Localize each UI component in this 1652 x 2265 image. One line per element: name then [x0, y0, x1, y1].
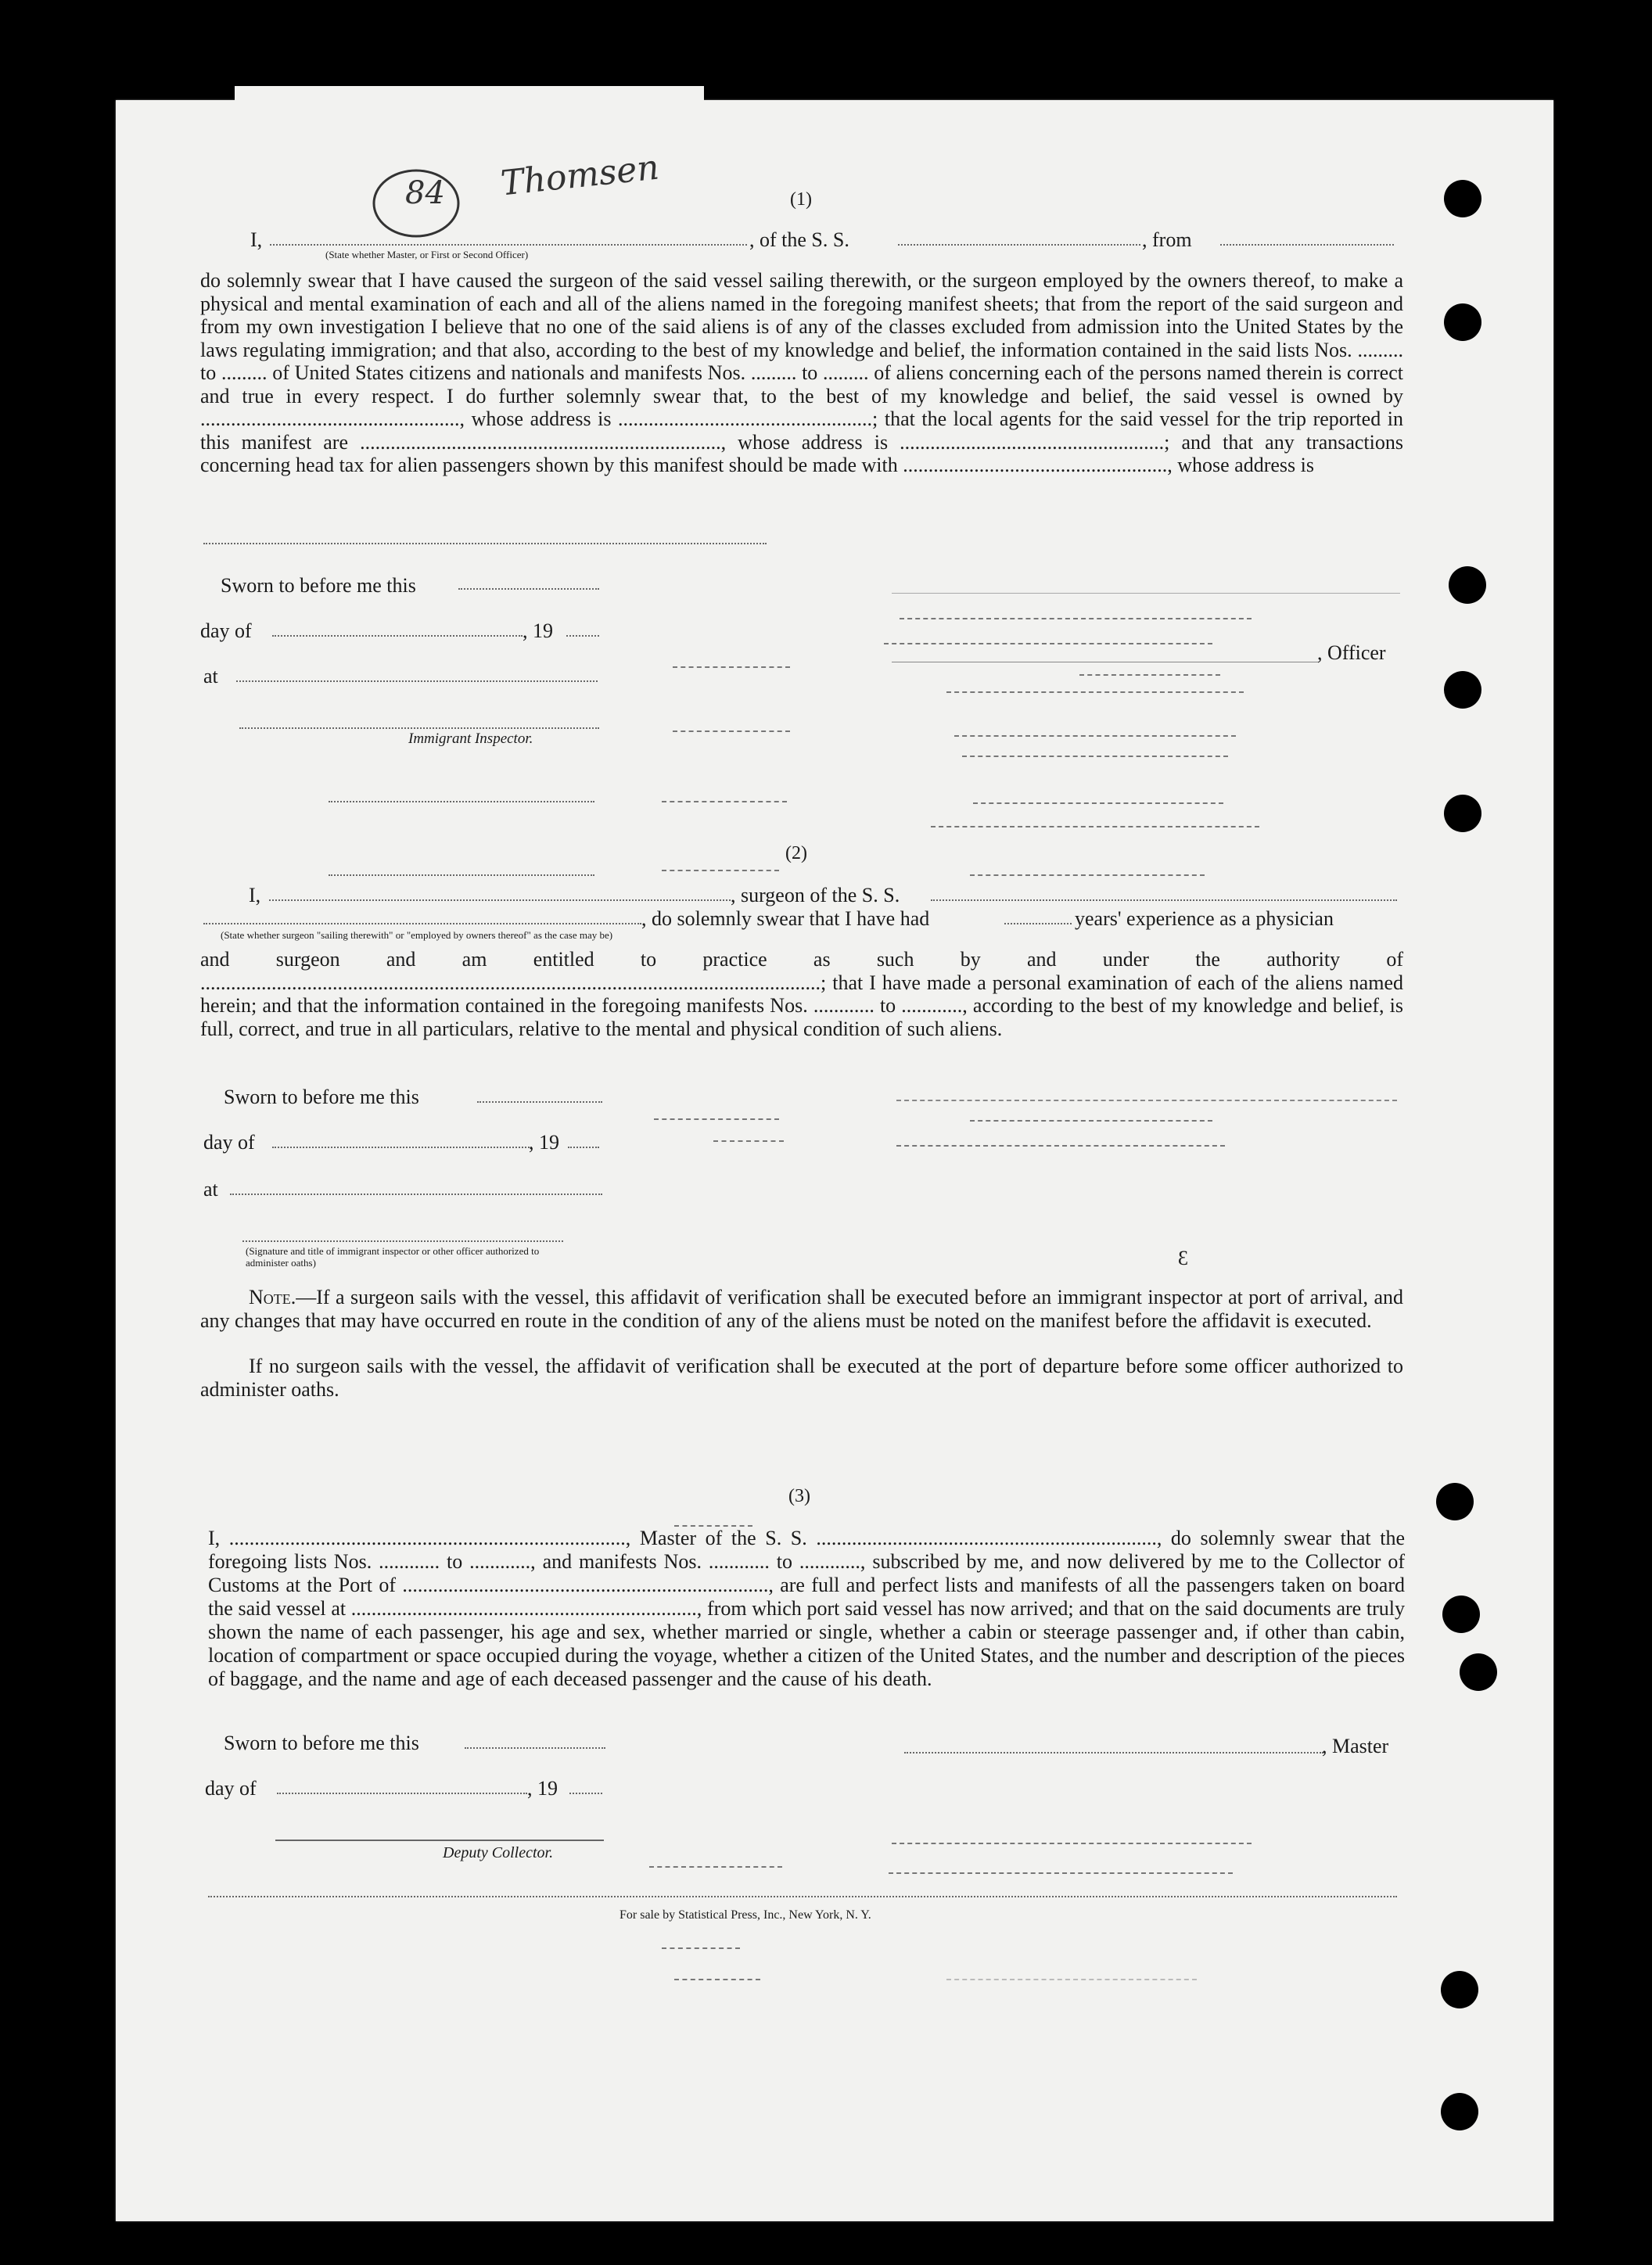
- s1-day-field[interactable]: [272, 635, 523, 637]
- s1-mark: [329, 801, 594, 802]
- s1-officer-hint: (State whether Master, or First or Second Officer): [325, 249, 529, 260]
- s3-master-sig-field[interactable]: [904, 1752, 1323, 1753]
- s1-mark: [973, 802, 1223, 804]
- punch-hole: [1449, 566, 1486, 604]
- s1-mark: [662, 801, 787, 802]
- s3-day-field[interactable]: [277, 1793, 527, 1794]
- s2-note-1: [200, 1286, 1403, 1332]
- s2-note-2: If no surgeon sails with the vessel, the affidavit of verification shall be executed at the port of departure before some officer authorized to administer oaths.: [200, 1355, 1403, 1401]
- s3-year-field[interactable]: [569, 1793, 602, 1794]
- s3-day-of-label: day of: [205, 1777, 257, 1800]
- s3-deputy-label: Deputy Collector.: [443, 1844, 554, 1861]
- s1-mark: [946, 691, 1244, 693]
- s2-signature-hint: (Signature and title of immigrant inspector or other officer authorized to administer oaths): [246, 1245, 540, 1269]
- s2-mark: [654, 1118, 779, 1120]
- s2-mark: [713, 1140, 784, 1142]
- s2-sig-line: [896, 1100, 1397, 1101]
- s1-from-field[interactable]: [1220, 244, 1394, 246]
- footer-imprint: For sale by Statistical Press, Inc., New York, N. Y.: [620, 1908, 871, 1922]
- s1-from: , from: [1142, 228, 1192, 251]
- s1-at-label: at: [203, 665, 218, 687]
- punch-hole: [1441, 2093, 1478, 2130]
- s2-note-1-text: —If a surgeon sails with the vessel, this affidavit of verification shall be executed before an immigrant inspector at port of arrival, and any changes that may have occurred en route in the condition of any of the aliens must be noted on the manifest before the affidavit is executed.: [200, 1286, 1403, 1332]
- s2-year-field[interactable]: [568, 1147, 599, 1148]
- s1-mark: [900, 618, 1252, 619]
- s1-mark: [931, 826, 1259, 827]
- punch-hole: [1444, 671, 1481, 709]
- s2-year-label: , 19: [529, 1131, 559, 1154]
- s2-surgeon-of: , surgeon of the S. S.: [731, 884, 900, 906]
- s2-mark: [970, 1120, 1212, 1122]
- s3-master-label: , Master: [1322, 1735, 1389, 1757]
- s2-at-field[interactable]: [230, 1194, 602, 1195]
- s3-deputy-sig-line: [275, 1840, 604, 1841]
- s3-bottom-rule: [208, 1896, 1397, 1897]
- punch-hole: [1442, 1596, 1480, 1633]
- s1-sworn-field[interactable]: [458, 588, 599, 590]
- s2-note-label: Note.: [249, 1286, 296, 1308]
- punch-hole: [1444, 180, 1481, 217]
- s2-sworn-label: Sworn to before me this: [224, 1086, 419, 1108]
- s1-inspector-label: Immigrant Inspector.: [408, 730, 533, 747]
- s3-mark: [892, 1843, 1252, 1844]
- section-2-heading: (2): [785, 843, 807, 863]
- s2-signature-field[interactable]: [242, 1240, 563, 1242]
- s1-mark: [954, 735, 1236, 737]
- s1-mark: [1079, 674, 1220, 676]
- s2-sworn-field[interactable]: [477, 1101, 602, 1103]
- s2-surgeon-type-field[interactable]: [203, 923, 641, 924]
- paper-tab: [235, 86, 704, 109]
- s1-officer-label: , Officer: [1317, 641, 1386, 664]
- s1-i-label: I,: [250, 228, 263, 251]
- bleed-mark: [674, 1979, 760, 1980]
- s1-officer-sig-line-1: [892, 593, 1400, 594]
- punch-hole: [1444, 303, 1481, 341]
- s3-mark: [889, 1872, 1233, 1874]
- bleed-mark: [662, 1947, 740, 1949]
- s3-sworn-field[interactable]: [465, 1747, 605, 1749]
- s2-i-label: I,: [249, 884, 261, 906]
- s2-swear: , do solemnly swear that I have had: [641, 907, 930, 930]
- s1-of-the-ss: , of the S. S.: [749, 228, 849, 251]
- punch-hole: [1460, 1653, 1497, 1691]
- s1-year-label: , 19: [523, 619, 553, 642]
- s2-ship-field[interactable]: [931, 899, 1397, 901]
- s2-mark: [896, 1145, 1225, 1147]
- s3-oath-text: I, .............................................................................., Master of the S. S. ..................................................................., do solemnly swear that the foregoing lists Nos. ............ to ............, and manifests Nos. ............ to ............, subscribed by me, and now delivered by me to the Collector of Customs at the Port of ........................................................................, are full and perfect lists and manifests of all the passengers taken on board the said vessel at ...................................................................., from which port said vessel has now arrived; and that on the said documents are truly shown the name of each passenger, his age and sex, whether married or single, whether a cabin or steerage passenger and, if other than cabin, location of compartment or space occupied during the voyage, whether a citizen of the United States, and the number and description of the pieces of baggage, and the name and age of each deceased passenger and the cause of his death.: [208, 1527, 1405, 1690]
- s3-mark: [649, 1866, 782, 1868]
- section-3-heading: (3): [788, 1486, 810, 1506]
- s2-surgeon-hint: (State whether surgeon "sailing therewith" or "employed by owners thereof" as the case may be): [221, 929, 613, 941]
- s1-day-of-label: day of: [200, 619, 252, 642]
- s3-sworn-label: Sworn to before me this: [224, 1732, 419, 1754]
- s2-mark: [329, 874, 594, 876]
- s2-at-label: at: [203, 1178, 218, 1201]
- s2-oath-text: and surgeon and am entitled to practice as such by and under the authority of ..........................................................................................................................; that I have made a personal examination of each of the aliens named herein; and that the information contained in the foregoing manifests Nos. ............ to ............, according to the best of my knowledge and belief, is full, correct, and true in all particulars, relative to the mental and physical condition of such aliens.: [200, 948, 1403, 1040]
- s2-mark: [970, 874, 1205, 876]
- s1-oath-text: do solemnly swear that I have caused the surgeon of the said vessel sailing therewith, or the surgeon employed by the owners thereof, to make a physical and mental examination of each and all of the aliens named in the foregoing manifest sheets; that from the report of the said surgeon and from my own investigation I believe that no one of the said aliens is of any of the classes excluded from admission into the United States by the laws regulating immigration; and that also, according to the best of my knowledge and belief, the information contained in the said lists Nos. ......... to ......... of United States citizens and nationals and manifests Nos. ......... to ......... of aliens concerning each of the persons named therein is correct and true in every respect. I do further solemnly swear that, to the best of my knowledge and belief, the said vessel is owned by ..................................................., whose address is ..................................................; that the local agents for the said vessel for the trip reported in this manifest are ......................................................................., whose address is ....................................................; and that any transactions concerning head tax for alien passengers shown by this manifest should be made with ...................................................., whose address is: [200, 269, 1403, 476]
- handwritten-name: Thomsen: [498, 147, 661, 204]
- s1-address-cont-field[interactable]: [203, 543, 767, 544]
- s3-year-label: , 19: [527, 1777, 558, 1800]
- s1-mark: [673, 666, 790, 668]
- s1-inspector-sig-field[interactable]: [239, 727, 599, 729]
- s1-ship-field[interactable]: [898, 244, 1140, 246]
- s1-year-field[interactable]: [566, 635, 599, 637]
- s1-mark: [673, 730, 790, 732]
- s1-mark: [962, 756, 1228, 757]
- stray-mark: 3: [1178, 1247, 1188, 1269]
- s1-mark: [884, 643, 1212, 644]
- s2-day-field[interactable]: [272, 1147, 532, 1148]
- s2-mark: [662, 870, 779, 871]
- punch-hole: [1436, 1483, 1474, 1520]
- punch-hole: [1444, 795, 1481, 832]
- s2-name-field[interactable]: [269, 899, 731, 901]
- s2-years: years' experience as a physician: [1075, 907, 1334, 930]
- bleed-mark: [946, 1979, 1197, 1980]
- s2-day-of-label: day of: [203, 1131, 255, 1154]
- s1-at-field[interactable]: [236, 680, 598, 682]
- s1-officer-field[interactable]: [270, 244, 747, 246]
- handwritten-number: 84: [405, 175, 445, 211]
- section-1-heading: (1): [790, 189, 812, 210]
- s1-sworn-label: Sworn to before me this: [221, 574, 416, 597]
- s2-years-field[interactable]: [1004, 923, 1072, 924]
- punch-hole: [1441, 1971, 1478, 2008]
